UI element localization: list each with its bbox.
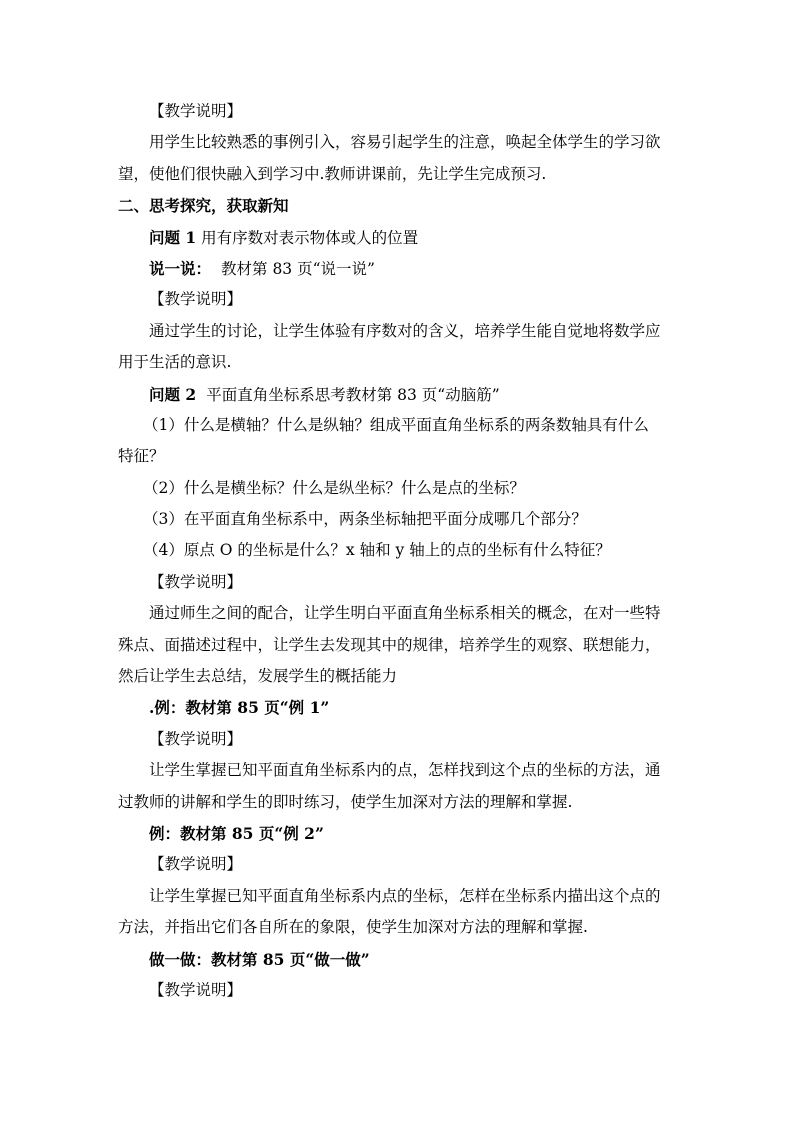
paragraph-line: 让学生掌握已知平面直角坐标系内的点，怎样找到这个点的坐标的方法，通 [149, 761, 661, 780]
question-number: 问题 2 [149, 384, 197, 404]
activity-label: 说一说： [149, 258, 212, 278]
paragraph-line: 用于生活的意识. [118, 353, 232, 372]
sub-question: （3）在平面直角坐标系中，两条坐标轴把平面分成哪几个部分？ [143, 510, 587, 529]
paragraph-line: 望，使他们很快融入到学习中.教师讲课前，先让学生完成预习. [118, 164, 547, 183]
paragraph-line: 通过学生的讨论，让学生体验有序数对的含义，培养学生能自觉地将数学应 [149, 321, 661, 340]
activity-line: 说一说： 教材第 83 页“说一说” [149, 258, 375, 278]
paragraph-line: 方法，并指出它们各自所在的象限，使学生加深对方法的理解和掌握. [118, 918, 588, 937]
paragraph-line: 用学生比较熟悉的事例引入，容易引起学生的注意，唤起全体学生的学习欲 [149, 133, 661, 152]
example-heading: .例：教材第 85 页“例 1” [149, 698, 330, 718]
paragraph-line: 通过师生之间的配合，让学生明白平面直角坐标系相关的概念，在对一些特 [149, 604, 661, 623]
activity-heading: 做一做：教材第 85 页“做一做” [149, 949, 370, 969]
section-label: 【教学说明】 [149, 855, 243, 874]
section-label: 【教学说明】 [149, 290, 243, 309]
section-label: 【教学说明】 [149, 572, 243, 591]
question-line: 问题 1 用有序数对表示物体或人的位置 [149, 227, 419, 247]
document-page [118, 96, 684, 1006]
section-label: 【教学说明】 [149, 102, 243, 120]
section-label: 【教学说明】 [149, 729, 243, 748]
paragraph-line: 过教师的讲解和学生的即时练习，使学生加深对方法的理解和掌握. [118, 792, 573, 811]
paragraph-line: 然后让学生去总结，发展学生的概括能力 [118, 667, 398, 686]
sub-question: （1）什么是横轴？什么是纵轴？组成平面直角坐标系的两条数轴具有什么 [143, 415, 649, 434]
section-label: 【教学说明】 [149, 980, 243, 999]
paragraph-line: 让学生掌握已知平面直角坐标系内点的坐标，怎样在坐标系内描出这个点的 [149, 886, 661, 905]
example-heading: 例：教材第 85 页“例 2” [149, 823, 324, 843]
paragraph-line: 殊点、面描述过程中，让学生去发现其中的规律，培养学生的观察、联想能力， [118, 635, 661, 654]
question-line: 问题 2 平面直角坐标系思考教材第 83 页“动脑筋” [149, 384, 500, 404]
question-number: 问题 1 [149, 227, 197, 247]
section-heading: 二、思考探究，获取新知 [118, 196, 289, 216]
sub-question: （4）原点 O 的坐标是什么？x 轴和 y 轴上的点的坐标有什么特征？ [143, 541, 611, 560]
sub-question: （2）什么是横坐标？什么是纵坐标？什么是点的坐标？ [143, 478, 525, 497]
sub-question-continued: 特征？ [118, 447, 165, 466]
